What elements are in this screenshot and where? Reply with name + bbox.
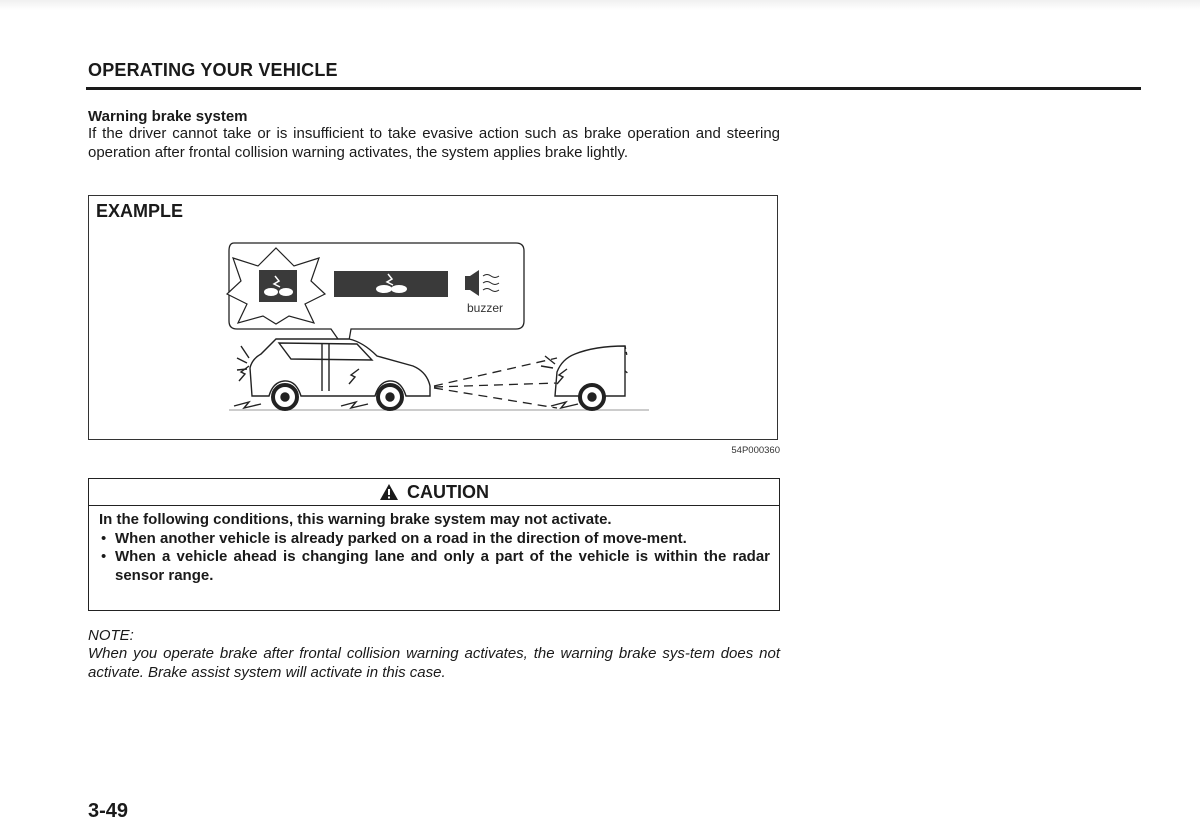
figure-label: EXAMPLE bbox=[96, 201, 184, 221]
note-text: When you operate brake after frontal collision warning activates, the warning brake sys-tem does not activate. Brake assist system will activate in this case. bbox=[88, 645, 780, 681]
caution-title: CAUTION bbox=[407, 481, 489, 502]
radar-beam bbox=[434, 358, 557, 408]
section-title: OPERATING YOUR VEHICLE bbox=[88, 60, 338, 80]
collision-illustration bbox=[89, 196, 777, 439]
caution-list-item bbox=[99, 530, 770, 549]
collision-display-icon bbox=[334, 271, 448, 297]
buzzer-label: buzzer bbox=[466, 301, 504, 315]
caution-item-text: When another vehicle is already parked on a road in the direction of move-ment. bbox=[115, 529, 687, 547]
caution-intro: In the following conditions, this warning brake system may not activate. bbox=[99, 511, 612, 528]
warning-triangle-icon bbox=[379, 483, 399, 501]
caution-body bbox=[89, 506, 779, 585]
vehicle-ahead-drawing bbox=[541, 346, 629, 409]
subheading: Warning brake system bbox=[88, 108, 248, 125]
bullet-icon: • bbox=[101, 548, 107, 565]
example-figure bbox=[88, 195, 778, 440]
caution-box bbox=[88, 478, 780, 611]
note-label: NOTE: bbox=[88, 627, 134, 644]
page-number: 3-49 bbox=[88, 800, 129, 822]
title-rule bbox=[86, 87, 1141, 90]
caution-item-text: When a vehicle ahead is changing lane and only a part of the vehicle is within the radar sensor range. bbox=[115, 548, 770, 584]
caution-header bbox=[89, 479, 779, 506]
own-vehicle-drawing bbox=[234, 339, 430, 409]
page-top-shade bbox=[0, 0, 1200, 10]
caution-list bbox=[99, 530, 770, 586]
caution-list-item bbox=[99, 548, 770, 585]
body-paragraph: If the driver cannot take or is insufficient to take evasive action such as brake operation and steering operation after frontal collision warning activates, the system applies brake lightly. bbox=[88, 125, 780, 161]
bullet-icon: • bbox=[101, 529, 107, 547]
figure-code: 54P000360 bbox=[731, 445, 780, 456]
